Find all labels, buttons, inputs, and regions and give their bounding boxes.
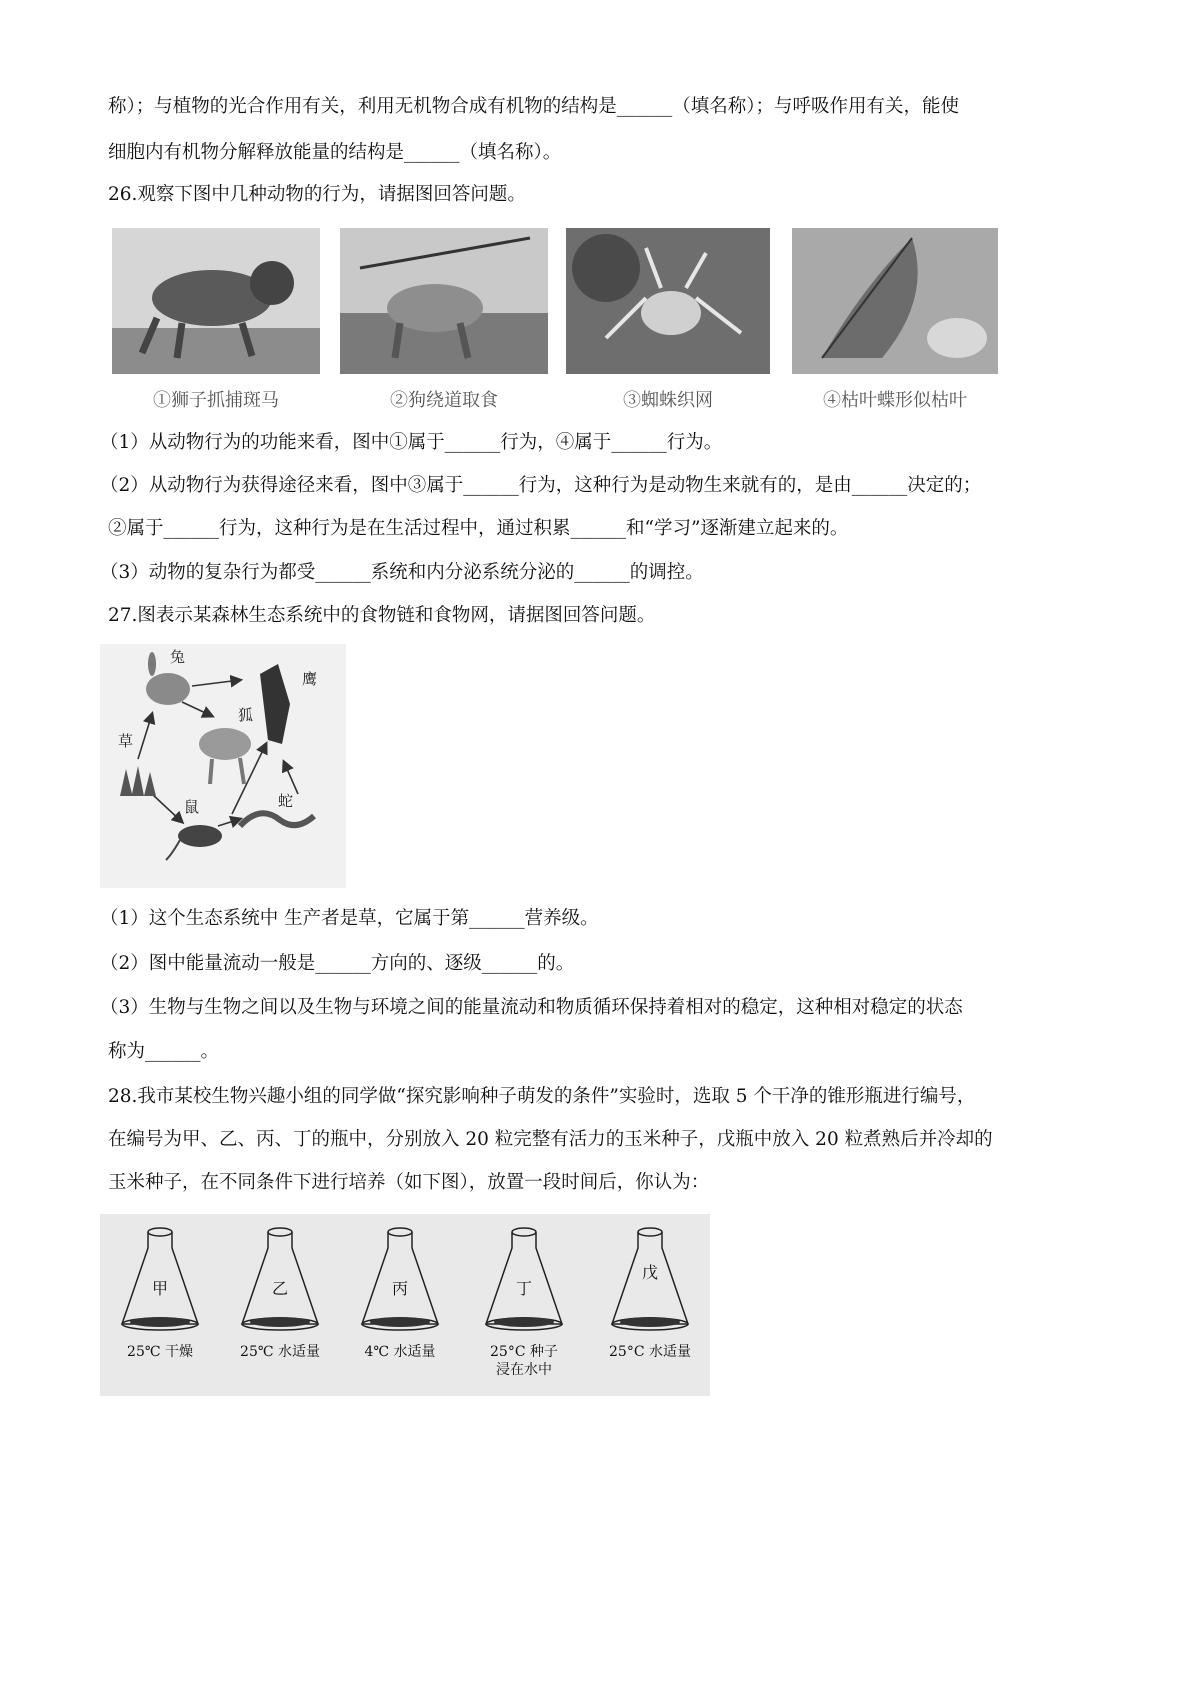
q28-line-3: 玉米种子，在不同条件下进行培养（如下图），放置一段时间后，你认为： [108,1172,710,1193]
q26-stem: 26.观察下图中几种动物的行为，请据图回答问题。 [108,184,526,205]
intro-line-1: 称）；与植物的光合作用有关，利用无机物合成有机物的结构是______（填名称）；与呼吸作用有关，能使 [108,96,960,117]
flask-label: 丁 [515,1279,533,1298]
flask-condition: 25°C 种子 [490,1344,558,1360]
flask-condition: 25℃ 干燥 [127,1344,193,1360]
q26-part-2b: ②属于______行为，这种行为是在生活过程中，通过积累______和“学习”逐渐建立起来的。 [108,518,849,539]
dog-photo [340,228,548,374]
caption-spider: ③蜘蛛织网 [623,390,713,411]
label-eagle: 鹰 [302,670,318,688]
q27-part-2: （2）图中能量流动一般是______方向的、逐级______的。 [100,953,575,974]
caption-butterfly: ④枯叶蝶形似枯叶 [823,390,967,411]
fox-figure [199,728,251,784]
flask-2 [240,1228,320,1360]
q27-part-3a: （3）生物与生物之间以及生物与环境之间的能量流动和物质循环保持着相对的稳定，这种相对稳定的状态 [100,997,963,1018]
seed-layer [130,1317,190,1327]
mouse-figure [166,825,222,860]
seed-layer [494,1317,554,1327]
flask-condition-2: 浸在水中 [496,1362,552,1378]
flask-condition: 25°C 水适量 [609,1344,691,1360]
flask-condition: 4℃ 水适量 [364,1344,436,1360]
flask-label: 甲 [151,1279,169,1298]
snake-figure [240,813,314,826]
flask-5 [609,1228,691,1360]
seed-layer [250,1317,310,1327]
seed-layer [620,1317,680,1327]
flask-3 [362,1228,438,1360]
q27-part-3b: 称为______。 [108,1041,220,1062]
label-mouse: 鼠 [184,798,200,816]
eagle-figure [260,664,290,744]
seed-layer [370,1317,430,1327]
grass-figure [120,766,156,796]
q28-line-2: 在编号为甲、乙、丙、丁的瓶中，分别放入 20 粒完整有活力的玉米种子，戊瓶中放入 20 粒煮熟后并冷却的 [108,1129,993,1150]
flask-label: 乙 [271,1279,289,1298]
butterfly-photo [792,228,998,374]
caption-dog: ②狗绕道取食 [390,390,498,411]
seed-germination-figure [100,1214,710,1396]
spider-photo [566,228,770,374]
q28-line-1: 28.我市某校生物兴趣小组的同学做“探究影响种子萌发的条件”实验时，选取 5 个干净的锥形瓶进行编号， [108,1086,976,1107]
label-grass: 草 [118,732,134,750]
label-rabbit: 兔 [170,648,186,666]
flask-condition: 25℃ 水适量 [240,1344,320,1360]
flask-4 [486,1228,562,1378]
q26-part-1: （1）从动物行为的功能来看，图中①属于______行为，④属于______行为。 [100,432,723,453]
label-fox: 狐 [238,706,254,724]
flask-label: 丙 [391,1279,409,1298]
q27-stem: 27.图表示某森林生态系统中的食物链和食物网，请据图回答问题。 [108,605,656,626]
flask-label: 戊 [641,1263,659,1282]
label-snake: 蛇 [278,792,294,810]
flask-1 [122,1228,198,1360]
q26-part-3: （3）动物的复杂行为都受______系统和内分泌系统分泌的______的调控。 [100,562,704,583]
intro-line-2: 细胞内有机物分解释放能量的结构是______（填名称）。 [108,142,562,163]
food-web-diagram [100,644,346,888]
q27-part-1: （1）这个生态系统中 生产者是草，它属于第______营养级。 [100,908,599,929]
lion-photo [112,228,320,374]
caption-lion: ①狮子抓捕斑马 [153,390,279,411]
q26-part-2a: （2）从动物行为获得途径来看，图中③属于______行为，这种行为是动物生来就有的，是由______决定的； [100,475,982,496]
